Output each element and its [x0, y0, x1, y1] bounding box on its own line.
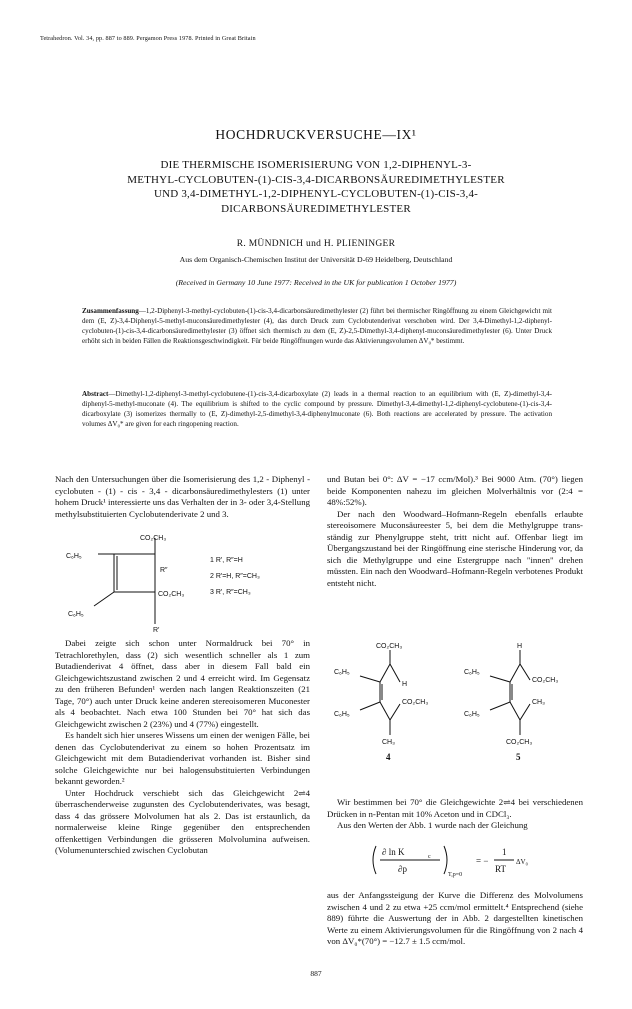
- paragraph: Aus den Werten der Abb. 1 wurde nach der Gleichung: [337, 820, 528, 830]
- s5-phenyl-1: C₆H₅: [464, 669, 480, 676]
- eq-num: ∂ ln K: [382, 847, 405, 857]
- s5-label: 5: [516, 752, 521, 762]
- right-column-top: [327, 474, 583, 589]
- structures-4-5: [330, 640, 590, 765]
- eq-rhs-tail: ΔV₀: [516, 858, 528, 866]
- journal-header: Tetrahedron. Vol. 34, pp. 887 to 889. Pergamon Press 1978. Printed in Great Britain: [40, 35, 256, 42]
- paragraph: aus der Anfangssteigung der Kurve die Differenz des Molvolumens zwischen 4 und 2 zu etwa +25 ccm/mol ermittelt.⁴ Entsprechend (siehe 889) führte die Auswertung der in Abb. 2 dargestellten kinetischen Werte zu einem Aktivierungsvolumen für die Ringöffnung von 2 nach 4 von ΔV₀*(70°) = −12.7 ± 1.5 ccm/mol.: [327, 890, 583, 946]
- zusammenfassung-text: —1,2-Diphenyl-3-methyl-cyclobuten-(1)-cis-3,4-dicarbonsäuredimethylester (2) führt bei thermischer Ringöffnung zu einem Gleichgewicht mit dem (E, Z)-3,4-Diphenyl-5-methyl-muconsäuredimethylester (4), das durch Druck zum Cyclobutenderivat verschoben wird. Der 3,4-Dimethyl-1,2-diphenyl-cyclobuten-(1)-cis-3,4-dicarbonsäuredimethylester (3) öffnet sich thermisch zu dem (E, Z)-2,5-Dimethyl-3,4-diphenyl-muconsäuredimethylester (6). Unter Druck erhöht sich in beiden Fällen die Reaktionsgeschwindigkeit. Für beide Ringöffnungen wurde das Aktivierungsvolumen ΔV₀* bestimmt.: [82, 307, 552, 345]
- received-dates: (Received in Germany 10 June 1977: Received in the UK for publication 1 October 1977): [175, 278, 457, 287]
- left-column-body: [55, 638, 310, 857]
- s5-co2-bot: CO₂CH₃: [506, 739, 533, 746]
- eq-num-sub: c: [428, 854, 431, 860]
- subtitle-line: DICARBONSÄUREDIMETHYLESTER: [221, 202, 411, 215]
- s4-phenyl-1: C₆H₅: [334, 669, 350, 676]
- paragraph: Dabei zeigte sich schon unter Normaldruck bei 70° in Tetrachlorethylen, dass (2) sich wesentlich schneller als 1 zum Butadienderivat 4 öffnet, dass aber in diesem Fall bald ein Gleichgewichtszustand zwischen 2 und 4 erreicht wird. Im Gegensatz zu den früheren Befunden¹ werden nach langen Reaktionszeiten (21 Tage, 70°) auch unter Druck keine anderen stereoisomeren Muconester als 4 beobachtet. Nach etwa 100 Stunden bei 70° hat sich das Gleichgewicht zwischen 2 (23%) und 4 (77%) eingestellt.: [55, 638, 310, 729]
- s4-h: H: [402, 681, 408, 688]
- page-title: HOCHDRUCKVERSUCHE—IX¹: [215, 127, 417, 142]
- equation: [368, 840, 568, 882]
- subtitle: [80, 158, 552, 216]
- affiliation: Aus dem Organisch-Chemischen Institut der Universität D-69 Heidelberg, Deutschland: [179, 255, 453, 264]
- paragraph: und Butan bei 0°: ΔV = −17 ccm/Mol).³ Bei 9000 Atm. (70°) liegen beide Komponenten nahezu im gleichen Molverhältnis vor (2:4 = 48%:52%).: [327, 474, 583, 507]
- s1-legend-3: 3 R′, R″=CH₃: [210, 589, 251, 596]
- subtitle-line: DIE THERMISCHE ISOMERISIERUNG VON 1,2-DIPHENYL-3-: [160, 159, 472, 171]
- zusammenfassung: [82, 307, 552, 347]
- paragraph: Wir bestimmen bei 70° die Gleichgewichte 2⇌4 bei verschiedenen Drücken in n-Pentan mit 10% Aceton und in CDCl₃.: [327, 797, 583, 819]
- subtitle-line: UND 3,4-DIMETHYL-1,2-DIPHENYL-CYCLOBUTEN-(1)-CIS-3,4-: [153, 188, 479, 200]
- s5-ch3: CH₃: [532, 699, 545, 706]
- s4-label: 4: [386, 752, 391, 762]
- s4-top: CO₂CH₃: [376, 643, 403, 650]
- s4-phenyl-2: C₆H₅: [334, 711, 350, 718]
- authors: R. MÜNDNICH und H. PLIENINGER: [236, 239, 396, 249]
- right-column-mid: [327, 797, 583, 832]
- abstract-text: —Dimethyl-1,2-diphenyl-3-methyl-cyclobutene-(1)-cis-3,4-dicarboxylate (2) leads in a thermal reaction to an equilibrium with (E, Z)-dimethyl-3,4-diphenyl-5-methyl-muconate (4). The equilibrium is shifted to the cyclic compound by pressure. Dimethyl-3,4-dimethyl-1,2-diphenyl-cyclobutene-(1)-cis-3,4-dicarboxylate (3) isomerizes thermally to (E, Z)-dimethyl-2,5-dimethyl-3,4-diphenylmuconate (6). Both reactions are accelerated by pressure. The activation volumes ΔV₀* are given for each ringopening reaction.: [82, 390, 552, 428]
- eq-rhs: = −: [476, 856, 489, 866]
- eq-outer-sub: T,p=0: [448, 872, 463, 878]
- right-column-bottom: [327, 890, 583, 948]
- paragraph: Nach den Untersuchungen über die Isomerisierung des 1,2 - Diphenyl - cyclobuten - (1) - cis - 3,4 - dicarbonsäuredimethylesters (1) unter hohem Druck¹ interessierte uns das Verhalten der in 3- oder 3,4-Stellung methylsubstituierten Cyclobutenderivate 2 und 3.: [55, 474, 310, 519]
- zusammenfassung-label: Zusammenfassung: [82, 307, 139, 315]
- subtitle-line: METHYL-CYCLOBUTEN-(1)-CIS-3,4-DICARBONSÄUREDIMETHYLESTER: [127, 173, 505, 186]
- s4-ch3: CH₃: [382, 739, 395, 746]
- s1-phenyl-bot: C₆H₅: [68, 611, 84, 618]
- s5-co2-top: CO₂CH₃: [532, 677, 559, 684]
- eq-den: ∂p: [398, 864, 407, 874]
- s1-legend-1: 1 R′, R″=H: [210, 557, 243, 564]
- page-number: 887: [310, 969, 322, 978]
- s1-r2: R″: [160, 567, 168, 574]
- structure-cyclobutene: [60, 532, 310, 634]
- paragraph: Der nach den Woodward–Hofmann-Regeln ebenfalls erlaubte stereoisomere Muconsäureester 5, bei dem die Methylgruppe trans-ständig zur Phenylgruppe steht, tritt nicht auf. Offenbar liegt im Übergangszustand bei der Ringöffnung eine sterische Hinderung vor, da sich die Methylgruppe und eine Estergruppe nach "innen" drehen müssten. Ein nach den Woodward–Hofmann-Regeln verbotenes Produkt entsteht nicht.: [327, 508, 583, 588]
- s1-r1: R′: [153, 627, 160, 634]
- paragraph: Es handelt sich hier unseres Wissens um einen der wenigen Fälle, bei denen das Cyclobutenderivat zu einem so hohen Prozentsatz im Gleichgewicht mit dem Butadienderivat vorhanden ist. Bisher sind solche Gleichgewichte nur bei halogensubstituierten Verbindungen bekannt geworden.²: [55, 730, 310, 786]
- abstract: [82, 390, 552, 430]
- eq-rhs-num: 1: [502, 847, 507, 857]
- abstract-label: Abstract: [82, 390, 109, 398]
- s1-legend-2: 2 R′=H, R″=CH₃: [210, 573, 260, 580]
- s5-phenyl-2: C₆H₅: [464, 711, 480, 718]
- s1-phenyl-top: C₆H₅: [66, 553, 82, 560]
- paragraph: Unter Hochdruck verschiebt sich das Gleichgewicht 2⇌4 überraschenderweise zugunsten des Cyclobutenderivates, was besagt, dass 4 das grössere Molvolumen hat als 2. Das ist erstaunlich, da normalerweise kleine Ringe gegenüber den entsprechenden offenkettigen Verbindungen die grösseren Molvolumina aufweisen. (Volumenunterschied zwischen Cyclobutan: [55, 787, 310, 855]
- s1-mid-label: CO₂CH₃: [158, 591, 185, 598]
- left-column-top: [55, 474, 310, 520]
- s1-top-label: CO₂CH₃: [140, 535, 167, 542]
- s4-co2: CO₂CH₃: [402, 699, 429, 706]
- eq-rhs-den: RT: [495, 864, 506, 874]
- s5-h: H: [517, 643, 523, 650]
